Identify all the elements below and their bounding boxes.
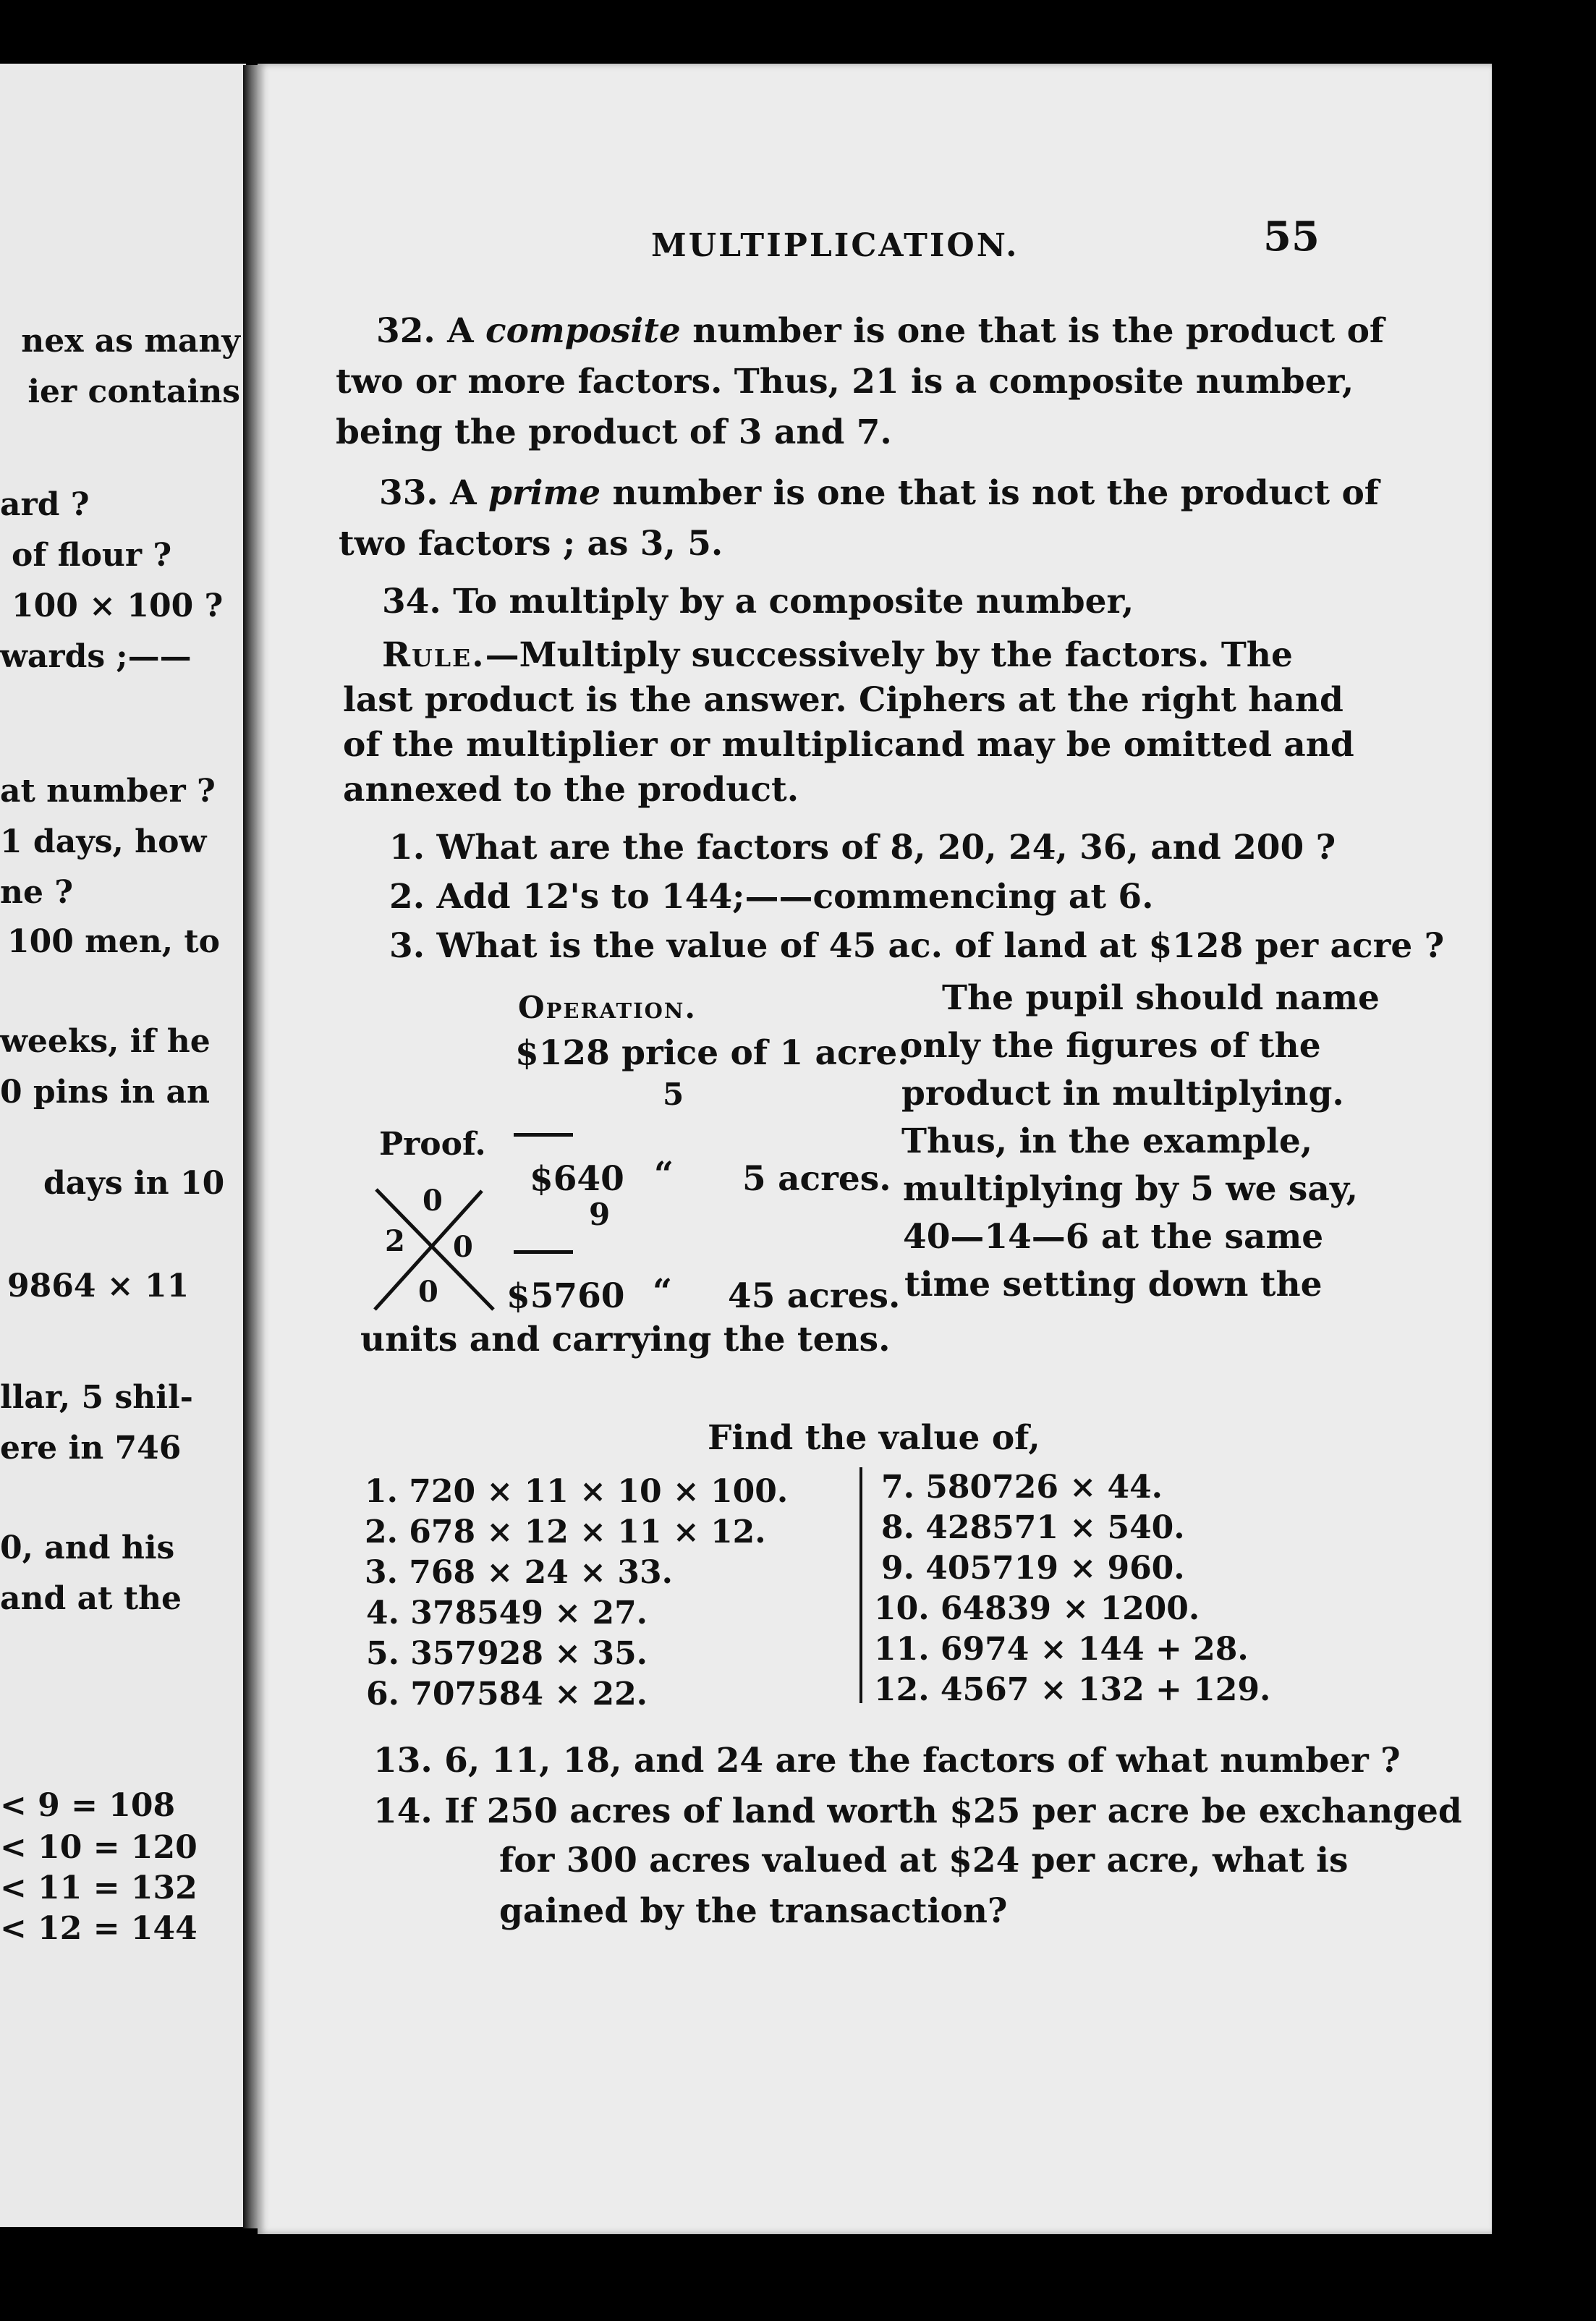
question-number: 2. <box>389 877 425 917</box>
operation-value: $5760 <box>506 1276 625 1316</box>
left-page-line: < 12 = 144 <box>0 1910 198 1947</box>
exercise-item: 10. 64839 × 1200. <box>874 1590 1200 1627</box>
operation-note-line: only the figures of the <box>900 1026 1321 1066</box>
operation-rule-line <box>514 1250 573 1254</box>
proof-label: Proof. <box>379 1126 486 1163</box>
ditto-mark: “ <box>654 1155 674 1195</box>
left-page-line: nex as many <box>21 323 240 360</box>
left-page-line: days in 10 <box>43 1165 225 1202</box>
running-head: MULTIPLICATION. <box>651 227 1019 264</box>
operation-note-line: The pupil should name <box>942 978 1380 1018</box>
rule-label: Rule. <box>382 635 485 675</box>
exercise-item: 3. 768 × 24 × 33. <box>365 1554 673 1591</box>
book-page <box>258 64 1492 2234</box>
paragraph-text: number is one that is the product of <box>692 311 1385 351</box>
column-divider <box>859 1467 862 1703</box>
paragraph-number: 33. <box>379 473 438 513</box>
left-page-line: weeks, if he <box>0 1023 211 1060</box>
operation-note-line: units and carrying the tens. <box>360 1320 891 1359</box>
rule-line: last product is the answer. Ciphers at the right hand <box>343 680 1344 720</box>
question-number: 14. <box>373 1791 433 1831</box>
question-text: If 250 acres of land worth $25 per acre be exchanged <box>444 1791 1462 1831</box>
question-number: 13. <box>373 1741 433 1781</box>
exercise-item: 12. 4567 × 132 + 129. <box>874 1671 1271 1708</box>
question <box>373 1791 1462 1831</box>
left-page-line: of flour ? <box>12 537 172 574</box>
paragraph-text: A <box>447 311 474 351</box>
left-page-line: 1 days, how <box>0 823 207 860</box>
question-text: What is the value of 45 ac. of land at $128 per acre ? <box>436 926 1445 966</box>
operation-heading: Operation. <box>518 990 697 1025</box>
operation-note-line: Thus, in the example, <box>901 1121 1313 1161</box>
left-page-line: < 9 = 108 <box>0 1787 176 1824</box>
paragraph-34-line <box>382 582 1134 621</box>
paragraph-33-line: two factors ; as 3, 5. <box>339 524 723 564</box>
left-page-line: ne ? <box>0 874 74 911</box>
defined-term: composite <box>485 311 681 351</box>
exercise-item: 1. 720 × 11 × 10 × 100. <box>365 1473 789 1510</box>
rule-text: —Multiply successively by the factors. The <box>485 635 1293 675</box>
exercise-item: 4. 378549 × 27. <box>366 1595 648 1632</box>
paragraph-33-line <box>379 473 1379 513</box>
paragraph-text: To multiply by a composite number, <box>453 582 1134 621</box>
question <box>373 1741 1401 1781</box>
question-continuation: gained by the transaction? <box>499 1891 1008 1931</box>
paragraph-number: 34. <box>382 582 441 621</box>
operation-note-line: 40—14—6 at the same <box>903 1217 1324 1257</box>
previous-page-fragment <box>0 64 246 2227</box>
left-page-line: 9864 × 11 <box>7 1268 190 1304</box>
operation-note-line: product in multiplying. <box>901 1074 1344 1113</box>
left-page-line: < 11 = 132 <box>0 1870 198 1906</box>
exercise-item: 11. 6974 × 144 + 28. <box>874 1631 1249 1668</box>
rule-line: annexed to the product. <box>343 770 799 810</box>
ditto-mark: “ <box>653 1272 673 1312</box>
left-page-line: 100 men, to <box>7 923 221 960</box>
exercise-item: 7. 580726 × 44. <box>881 1469 1163 1506</box>
defined-term: prime <box>488 473 601 513</box>
page-number: 55 <box>1263 213 1320 260</box>
operation-note-line: multiplying by 5 we say, <box>903 1169 1359 1209</box>
question-text: Add 12's to 144;——commencing at 6. <box>436 877 1154 917</box>
proof-digit-bottom: 0 <box>418 1275 438 1309</box>
left-page-line: < 10 = 120 <box>0 1829 198 1866</box>
operation-label: 5 acres. <box>742 1159 891 1199</box>
question-text: What are the factors of 8, 20, 24, 36, and 200 ? <box>436 828 1336 867</box>
proof-digit-top: 0 <box>423 1184 443 1218</box>
question-text: 6, 11, 18, and 24 are the factors of what number ? <box>444 1741 1401 1781</box>
left-page-line: ere in 746 <box>0 1430 182 1467</box>
paragraph-text: A <box>450 473 477 513</box>
operation-multiplier: 5 <box>663 1077 684 1112</box>
exercise-heading: Find the value of, <box>708 1418 1040 1458</box>
left-page-line: llar, 5 shil- <box>0 1379 193 1416</box>
rule-line <box>382 635 1293 675</box>
paragraph-32-line: being the product of 3 and 7. <box>336 412 892 452</box>
operation-value: $640 <box>530 1159 624 1199</box>
left-page-line: wards ;—— <box>0 638 192 675</box>
exercise-item: 6. 707584 × 22. <box>366 1676 648 1713</box>
question-number: 3. <box>389 926 425 966</box>
operation-note-line: time setting down the <box>904 1265 1323 1304</box>
operation-multiplier: 9 <box>589 1197 611 1232</box>
operation-row: $128 price of 1 acre. <box>515 1033 909 1073</box>
left-page-line: 0 pins in an <box>0 1074 211 1111</box>
rule-line: of the multiplier or multiplicand may be omitted and <box>343 725 1354 765</box>
paragraph-text: number is one that is not the product of <box>612 473 1380 513</box>
exercise-item: 2. 678 × 12 × 11 × 12. <box>365 1514 766 1550</box>
question <box>389 926 1444 966</box>
left-page-line: 100 × 100 ? <box>12 587 224 624</box>
left-page-line: ard ? <box>0 486 90 523</box>
left-page-line: at number ? <box>0 773 216 810</box>
left-page-line: and at the <box>0 1580 182 1617</box>
exercise-item: 9. 405719 × 960. <box>881 1550 1185 1587</box>
operation-label: 45 acres. <box>728 1276 901 1316</box>
left-page-line: 0, and his <box>0 1529 175 1566</box>
question <box>389 877 1153 917</box>
question-number: 1. <box>389 828 425 867</box>
question-continuation: for 300 acres valued at $24 per acre, what is <box>499 1841 1349 1880</box>
paragraph-number: 32. <box>376 311 436 351</box>
left-page-line: ier contains <box>27 373 240 410</box>
exercise-item: 8. 428571 × 540. <box>881 1509 1185 1546</box>
exercise-item: 5. 357928 × 35. <box>366 1635 648 1672</box>
proof-digit-left: 2 <box>385 1224 405 1258</box>
paragraph-32-line: two or more factors. Thus, 21 is a composite number, <box>336 362 1354 402</box>
paragraph-32-line <box>376 311 1384 351</box>
proof-digit-right: 0 <box>453 1230 473 1264</box>
question <box>389 828 1336 867</box>
operation-rule-line <box>514 1133 573 1137</box>
